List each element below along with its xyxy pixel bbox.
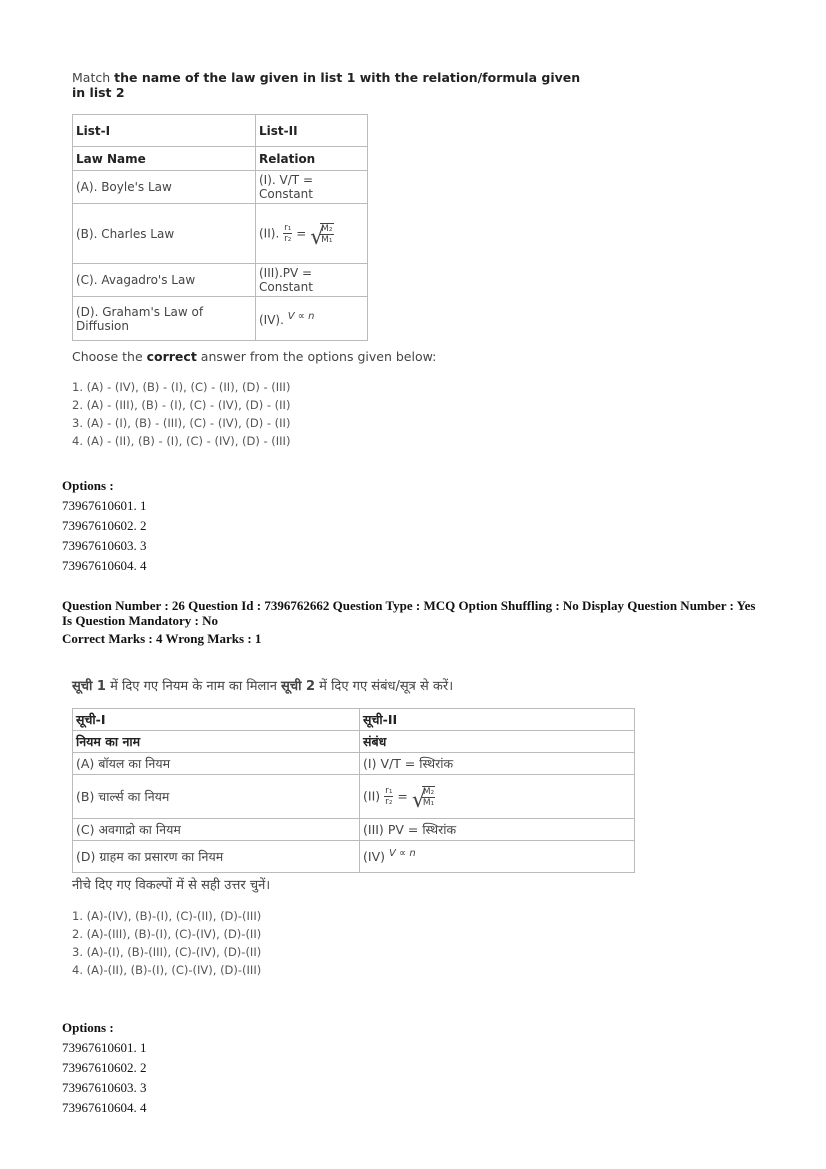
table-cell: (IV) $^{V \propto n}$ — [360, 841, 635, 873]
option-item[interactable]: 73967610604. 4 — [62, 1100, 147, 1115]
question-1-block — [72, 70, 592, 452]
option-item[interactable]: 73967610602. 2 — [62, 518, 147, 533]
table-cell: (A) बॉयल का नियम — [73, 753, 360, 775]
list-item: 4. (A) - (II), (B) - (I), (C) - (IV), (D) - (III) — [72, 434, 291, 448]
table-row — [73, 709, 635, 731]
table-cell: (IV). $^{V \propto n}$ — [256, 297, 368, 341]
table-cell: (B) चार्ल्स का नियम — [73, 775, 360, 819]
table-row — [73, 115, 368, 147]
table-cell: (B). Charles Law — [73, 204, 256, 264]
answer-list — [72, 380, 592, 448]
question-1-title: Match the name of the law given in list 1 with the relation/formula given in list 2 — [72, 70, 581, 100]
match-table-english — [72, 114, 368, 341]
options-heading: Options : — [62, 1020, 114, 1035]
question-meta-line: Is Question Mandatory : No — [62, 613, 219, 628]
table-cell: (D) ग्राहम का प्रसारण का नियम — [73, 841, 360, 873]
list-item: 3. (A)-(I), (B)-(III), (C)-(IV), (D)-(II) — [72, 945, 262, 959]
list-item: 4. (A)-(II), (B)-(I), (C)-(IV), (D)-(III) — [72, 963, 262, 977]
list-item: 2. (A) - (III), (B) - (I), (C) - (IV), (D) - (II) — [72, 398, 291, 412]
table-row — [73, 171, 368, 204]
choose-instruction: नीचे दिए गए विकल्पों में से सही उत्तर चुनें। — [72, 878, 271, 893]
table-row — [73, 731, 635, 753]
question-meta-line: Correct Marks : 4 Wrong Marks : 1 — [62, 631, 262, 646]
table-row — [73, 819, 635, 841]
table-cell: (C). Avagadro's Law — [73, 264, 256, 297]
options-heading: Options : — [62, 478, 114, 493]
option-item[interactable]: 73967610601. 1 — [62, 1040, 147, 1055]
question-2-block — [72, 676, 637, 981]
table-cell: (I). V/T = Constant — [256, 171, 368, 204]
table-cell: (III).PV = Constant — [256, 264, 368, 297]
table-cell: सूची-II — [360, 709, 635, 731]
list-item: 3. (A) - (I), (B) - (III), (C) - (IV), (D) - (II) — [72, 416, 291, 430]
table-cell: List-II — [256, 115, 368, 147]
question-2-title: सूची 1 में दिए गए नियम के नाम का मिलान सूची 2 में दिए गए संबंध/सूत्र से करें। — [72, 679, 454, 694]
square-root: √ $\frac{\text{M₂}}{\text{M₁}}$ — [411, 786, 435, 813]
options-block-1 — [62, 476, 147, 576]
table-row — [73, 264, 368, 297]
table-row — [73, 147, 368, 171]
table-cell: Law Name — [73, 147, 256, 171]
question-meta-line: Question Number : 26 Question Id : 7396762662 Question Type : MCQ Option Shuffling : No Display Question Number : Yes — [62, 598, 756, 613]
table-row — [73, 204, 368, 264]
table-cell: सूची-I — [73, 709, 360, 731]
square-root: √ $\frac{\text{M₂}}{\text{M₁}}$ — [310, 223, 333, 250]
table-row — [73, 297, 368, 341]
table-cell: Relation — [256, 147, 368, 171]
fraction: $\frac{\text{r₁}}{\text{r₂}}$ — [284, 223, 292, 244]
answer-list — [72, 909, 637, 977]
option-item[interactable]: 73967610601. 1 — [62, 498, 147, 513]
table-cell: नियम का नाम — [73, 731, 360, 753]
option-item[interactable]: 73967610604. 4 — [62, 558, 147, 573]
table-cell: (II) $\frac{\text{r₁}}{\text{r₂}}$ = √ $\frac{\text{M₂}}{\text{M₁}}$ — [360, 775, 635, 819]
table-cell: (II). $\frac{\text{r₁}}{\text{r₂}}$ = √ $\frac{\text{M₂}}{\text{M₁}}$ — [256, 204, 368, 264]
table-cell: (I) V/T = स्थिरांक — [360, 753, 635, 775]
table-cell: (A). Boyle's Law — [73, 171, 256, 204]
choose-instruction: Choose the correct answer from the options given below: — [72, 349, 437, 364]
option-item[interactable]: 73967610602. 2 — [62, 1060, 147, 1075]
option-item[interactable]: 73967610603. 3 — [62, 538, 147, 553]
table-cell: (C) अवगाद्रो का नियम — [73, 819, 360, 841]
table-row — [73, 775, 635, 819]
list-item: 1. (A) - (IV), (B) - (I), (C) - (II), (D) - (III) — [72, 380, 291, 394]
table-cell: List-I — [73, 115, 256, 147]
list-item: 2. (A)-(III), (B)-(I), (C)-(IV), (D)-(II) — [72, 927, 262, 941]
match-table-hindi — [72, 708, 635, 873]
table-cell: संबंध — [360, 731, 635, 753]
table-row — [73, 841, 635, 873]
question-meta — [62, 598, 802, 646]
table-row — [73, 753, 635, 775]
list-item: 1. (A)-(IV), (B)-(I), (C)-(II), (D)-(III) — [72, 909, 262, 923]
option-item[interactable]: 73967610603. 3 — [62, 1080, 147, 1095]
options-block-2 — [62, 1018, 147, 1118]
table-cell: (D). Graham's Law of Diffusion — [73, 297, 256, 341]
fraction: $\frac{\text{r₁}}{\text{r₂}}$ — [385, 786, 393, 807]
table-cell: (III) PV = स्थिरांक — [360, 819, 635, 841]
